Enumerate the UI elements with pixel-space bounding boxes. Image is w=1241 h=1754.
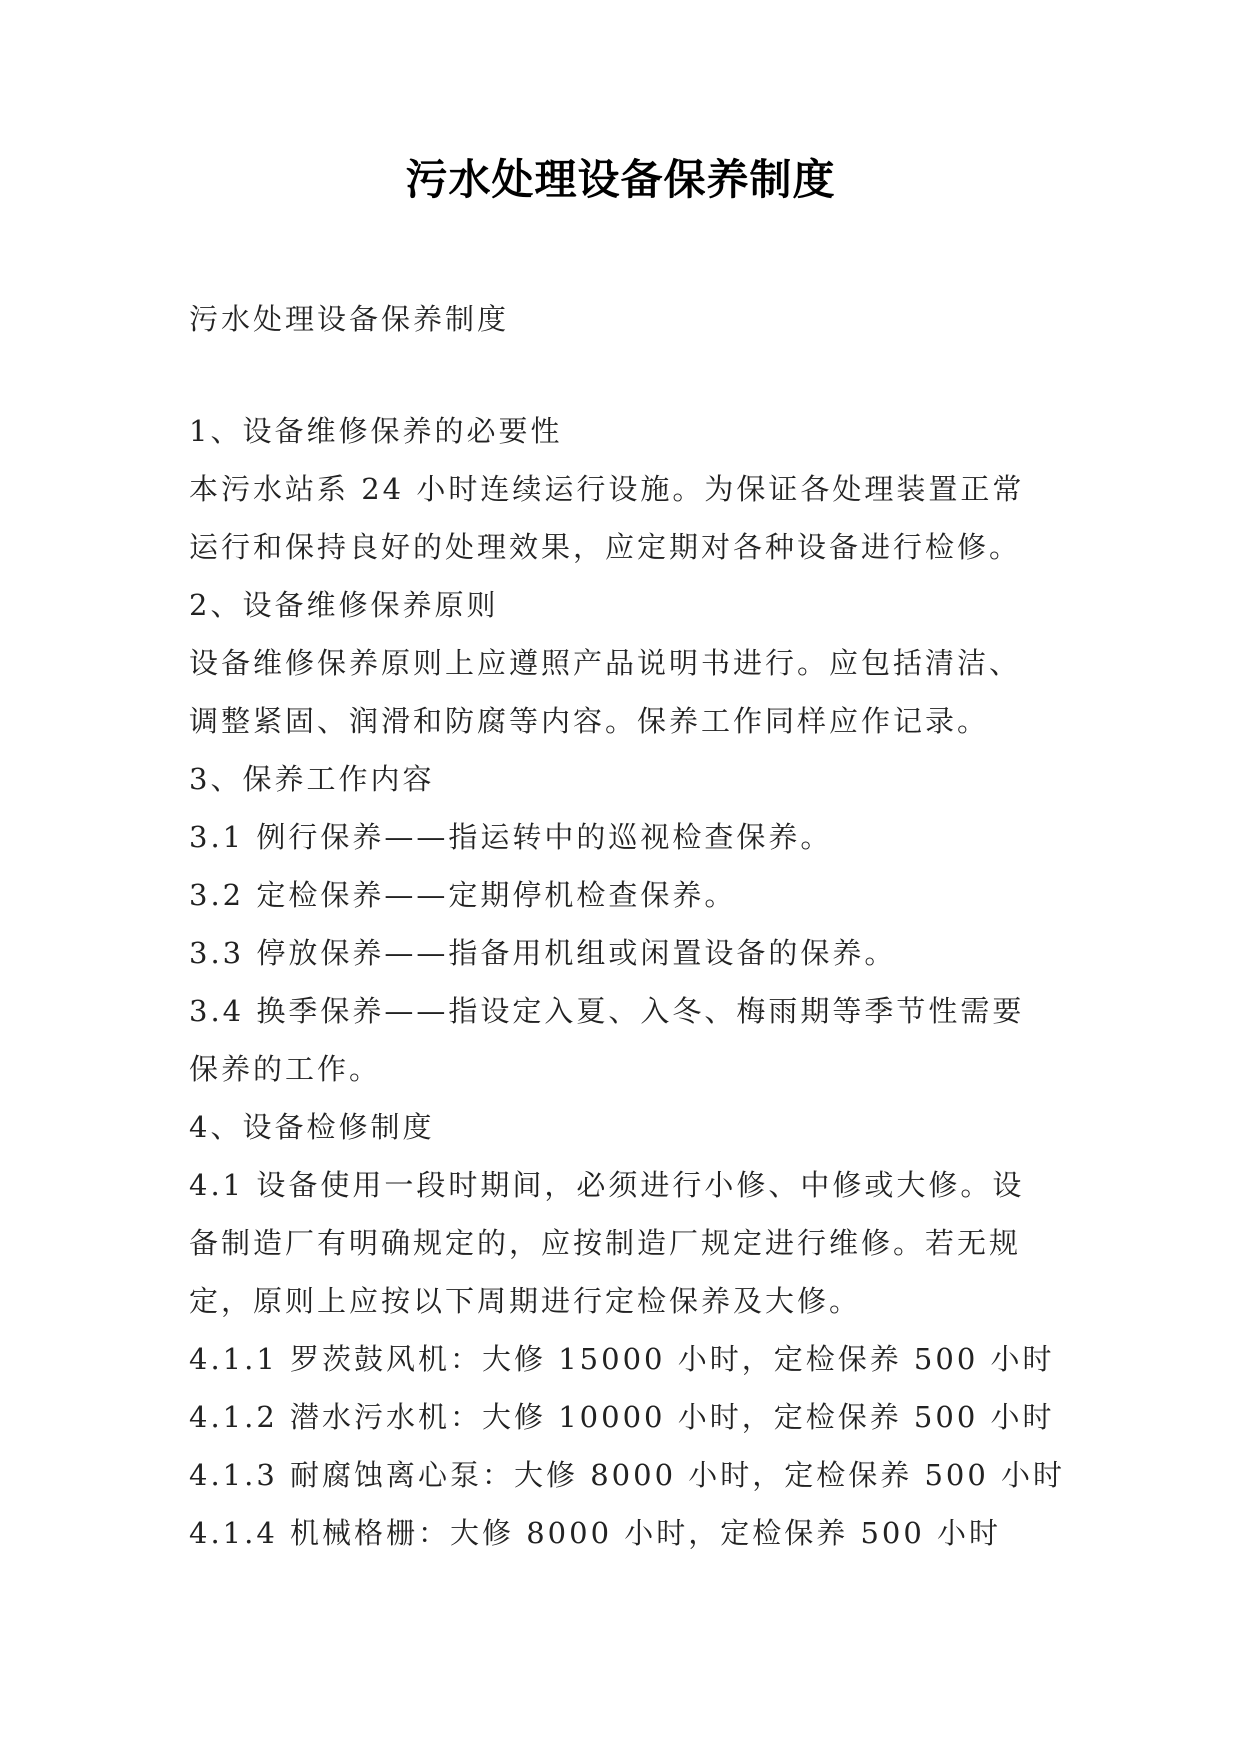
list-item: 3.2 定检保养——定期停机检查保养。 xyxy=(189,878,737,912)
paragraph-line: 运行和保持良好的处理效果，应定期对各种设备进行检修。 xyxy=(189,530,1022,564)
list-item: 3.3 停放保养——指备用机组或闲置设备的保养。 xyxy=(189,936,897,970)
section-heading: 1、设备维修保养的必要性 xyxy=(189,414,563,448)
list-item: 4.1.4 机械格栅：大修 8000 小时，定检保养 500 小时 xyxy=(189,1516,1002,1550)
document-title: 污水处理设备保养制度 xyxy=(405,155,836,204)
document-body xyxy=(189,290,1069,1562)
paragraph-line: 调整紧固、润滑和防腐等内容。保养工作同样应作记录。 xyxy=(189,704,990,738)
list-item-continuation: 保养的工作。 xyxy=(189,1052,382,1086)
list-item: 4.1.3 耐腐蚀离心泵：大修 8000 小时，定检保养 500 小时 xyxy=(189,1458,1066,1492)
list-item: 4.1.2 潜水污水机：大修 10000 小时，定检保养 500 小时 xyxy=(189,1400,1055,1434)
section-heading: 2、设备维修保养原则 xyxy=(189,588,499,622)
list-item: 4.1.1 罗茨鼓风机：大修 15000 小时，定检保养 500 小时 xyxy=(189,1342,1055,1376)
section-heading: 3、保养工作内容 xyxy=(189,762,435,796)
section-heading: 4、设备检修制度 xyxy=(189,1110,435,1144)
paragraph-gap xyxy=(189,348,1069,402)
paragraph-line: 备制造厂有明确规定的，应按制造厂规定进行维修。若无规 xyxy=(189,1226,1022,1260)
paragraph-line: 4.1 设备使用一段时期间，必须进行小修、中修或大修。设 xyxy=(189,1168,1025,1202)
paragraph-line: 设备维修保养原则上应遵照产品说明书进行。应包括清洁、 xyxy=(189,646,1022,680)
paragraph-line: 定，原则上应按以下周期进行定检保养及大修。 xyxy=(189,1284,862,1318)
list-item: 3.1 例行保养——指运转中的巡视检查保养。 xyxy=(189,820,833,854)
subtitle-line: 污水处理设备保养制度 xyxy=(189,302,510,336)
paragraph-line: 本污水站系 24 小时连续运行设施。为保证各处理装置正常 xyxy=(189,472,1025,506)
list-item: 3.4 换季保养——指设定入夏、入冬、梅雨期等季节性需要 xyxy=(189,994,1025,1028)
